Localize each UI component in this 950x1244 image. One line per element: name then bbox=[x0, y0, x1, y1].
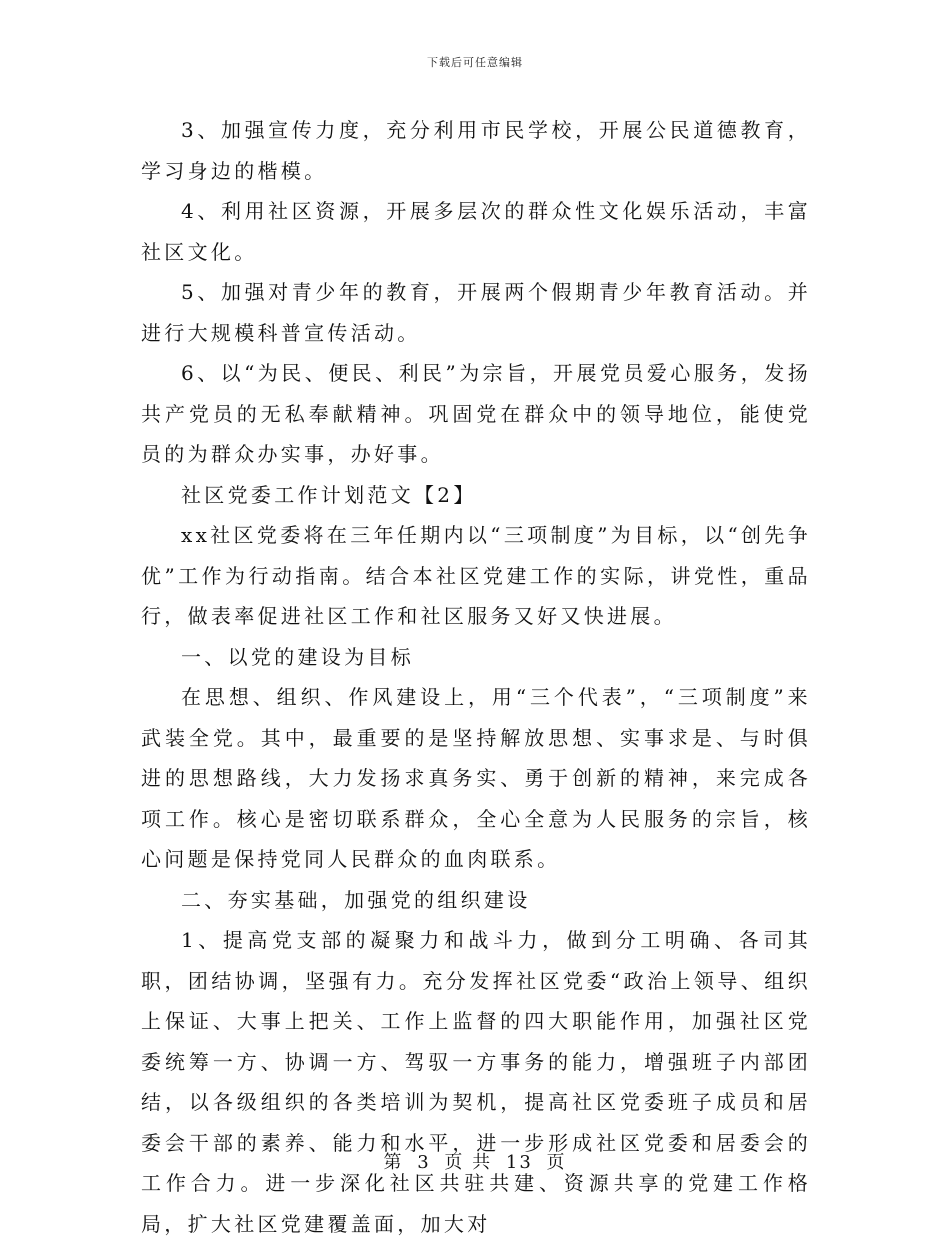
total-pages: 13 bbox=[505, 1152, 533, 1173]
footer-suffix: 页 bbox=[546, 1152, 567, 1173]
page-footer bbox=[0, 1148, 950, 1174]
paragraph-item-3: 3、加强宣传力度，充分利用市民学校，开展公民道德教育，学习身边的楷模。 bbox=[141, 118, 811, 183]
footer-middle: 页 共 bbox=[444, 1152, 493, 1173]
paragraph-thought: 在思想、组织、作风建设上，用“三个代表”，“三项制度”来武装全党。其中，最重要的是坚持解放思想、实事求是、与时俱进的思想路线，大力发扬求真务实、勇于创新的精神，来完成各项工作。核心是密切联系群众，全心全意为人民服务的宗旨，核心问题是保持党同人民群众的血肉联系。 bbox=[141, 685, 811, 871]
paragraph-item-6: 6、以“为民、便民、利民”为宗旨，开展党员爱心服务，发扬共产党员的无私奉献精神。巩固党在群众中的领导地位，能使党员的为群众办实事，办好事。 bbox=[141, 361, 811, 466]
document-body bbox=[141, 110, 811, 1244]
paragraph-item-5: 5、加强对青少年的教育，开展两个假期青少年教育活动。并进行大规模科普宣传活动。 bbox=[141, 280, 811, 345]
paragraph-item-4: 4、利用社区资源，开展多层次的群众性文化娱乐活动，丰富社区文化。 bbox=[141, 199, 811, 264]
paragraph-branch: 1、提高党支部的凝聚力和战斗力，做到分工明确、各司其职，团结协调，坚强有力。充分发挥社区党委“政治上领导、组织上保证、大事上把关、工作上监督的四大职能作用，加强社区党委统筹一方、协调一方、驾驭一方事务的能力，增强班子内部团结，以各级组织的各类培训为契机，提高社区党委班子成员和居委会干部的素养、能力和水平，进一步形成社区党委和居委会的工作合力。进一步深化社区共驻共建、资源共享的党建工作格局，扩大社区党建覆盖面，加大对 bbox=[141, 928, 811, 1236]
intro-paragraph: xx社区党委将在三年任期内以“三项制度”为目标，以“创先争优”工作为行动指南。结合本社区党建工作的实际，讲党性，重品行，做表率促进社区工作和社区服务又好又快进展。 bbox=[141, 523, 811, 628]
heading-two: 二、夯实基础，加强党的组织建设 bbox=[181, 887, 531, 912]
page-number: 3 bbox=[417, 1152, 431, 1173]
heading-one: 一、以党的建设为目标 bbox=[181, 644, 414, 669]
footer-prefix: 第 bbox=[383, 1152, 404, 1173]
section-title: 社区党委工作计划范文【2】 bbox=[181, 482, 477, 507]
page-header: 下载后可任意编辑 bbox=[427, 56, 523, 69]
